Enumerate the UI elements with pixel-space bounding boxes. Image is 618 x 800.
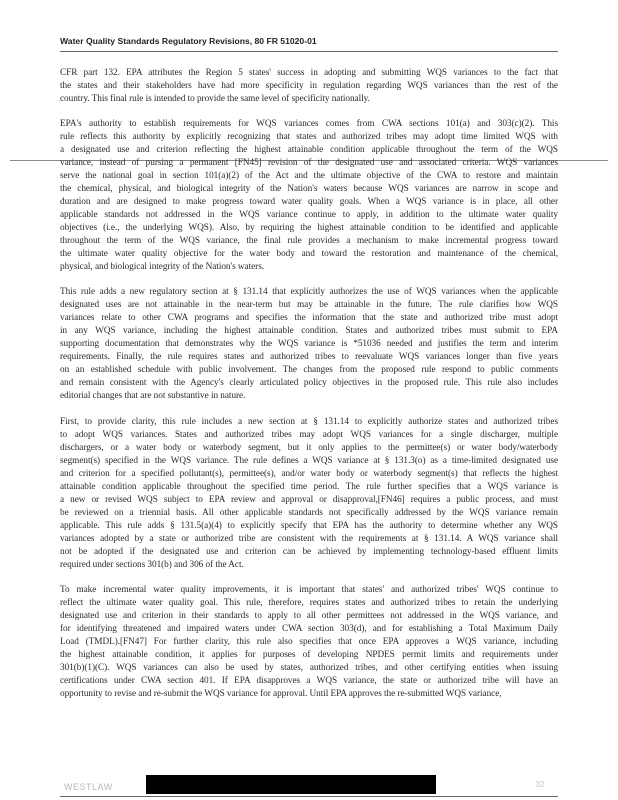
text-line: a new or revised WQS subject to EPA review and approval or disapproval,[FN46] requires a public process, and must xyxy=(60,494,558,505)
text-line: opportunity to revise and re-submit the WQS variance for approval. Until EPA approves the re-submitted WQS variance, xyxy=(60,688,502,699)
paragraph-3 xyxy=(60,286,558,403)
text-line: segment(s) specified in the WQS variance. The rule defines a WQS variance at § 131.3(o) as a time-limited designated use xyxy=(60,455,558,466)
text-line: supporting documentation that demonstrates why the WQS variance is *51036 needed and justifies the term and interim xyxy=(60,339,558,350)
text-line: a designated use and criterion reflecting the highest attainable condition applicable throughout the term of the WQS xyxy=(60,145,558,156)
text-line: applicable. This rule adds § 131.5(a)(4) to explicitly specify that EPA has the authority to determine whether any WQS xyxy=(60,520,558,531)
text-line: This rule adds a new regulatory section at § 131.14 that explicitly authorizes the use of WQS variances when the applicable xyxy=(60,287,558,298)
text-line: duration and are designed to make progress toward water quality goals. When a WQS variance is in place, all other xyxy=(60,197,558,208)
text-line: CFR part 132. EPA attributes the Region 5 states' success in adopting and submitting WQS variances to the fact that xyxy=(60,68,558,78)
text-line: in any WQS variance, including the highest attainable condition. States and authorized tribes must submit to EPA xyxy=(60,326,558,337)
text-line: and remain consistent with the Agency's clearly articulated policy objectives in the proposed rule. This rule also includes xyxy=(60,378,558,389)
text-line: and criterion for a specified pollutant(s), permittee(s), and/or water body or waterbody segment(s) that reflects the highest xyxy=(60,468,558,479)
paragraph-2 xyxy=(60,118,558,274)
redaction-bar xyxy=(146,775,436,794)
page-number: 32 xyxy=(535,780,545,789)
text-line: variance, instead of pursing a permanent [FN45] revision of the designated use and associated criteria. WQS variances xyxy=(60,158,558,169)
paragraph-4 xyxy=(60,416,558,572)
text-line: dischargers, or a water body or waterbody segment, but it only applies to the permittee(s) or water body/waterbody xyxy=(60,442,558,453)
paragraph-5 xyxy=(60,584,558,701)
text-line: to adopt WQS variances. States and authorized tribes may adopt WQS variances for a single discharger, multiple xyxy=(60,429,558,440)
text-line: the chemical, physical, and biological integrity of the Nation's waters because WQS variances are narrow in scope and xyxy=(60,184,558,195)
text-line: on an established schedule with public involvement. The changes from the proposed rule respond to public comments xyxy=(60,365,558,376)
text-line: serve the national goal in section 101(a)(2) of the Act and the ultimate objective of the CWA to restore and maintain xyxy=(60,171,558,182)
text-line: EPA's authority to establish requirements for WQS variances comes from CWA sections 101(a) and 303(c)(2). This xyxy=(60,119,558,130)
text-line: reflect the ultimate water quality goal. This rule, therefore, requires states and authorized tribes to retain the underlying xyxy=(60,597,558,608)
text-line: required under sections 301(b) and 306 of the Act. xyxy=(60,559,244,570)
text-line: throughout the term of the WQS variance, the final rule provides a mechanism to make incremental progress toward xyxy=(60,236,558,247)
header-rule xyxy=(60,51,558,52)
text-line: objectives (i.e., the underlying WQS). Also, by requiring the highest attainable condition to be identified and applicable xyxy=(60,223,558,234)
text-line: for identifying threatened and impaired waters under CWA section 303(d), and for establishing a Total Maximum Daily xyxy=(60,623,558,634)
text-line: designated use and criterion in their standards to apply to all other permittees not addressed in the WQS variance, and xyxy=(60,610,558,621)
text-line: editorial changes that are not substantive in nature. xyxy=(60,391,246,402)
text-line: requirements. Finally, the rule requires states and authorized tribes to reevaluate WQS variances longer than five years xyxy=(60,352,558,363)
text-line: applicable standards not addressed in the WQS variance continue to apply, in addition to the ultimate water quality xyxy=(60,210,558,221)
text-line: the ultimate water quality objective for the water body and toward the restoration and maintenance of the chemical, xyxy=(60,249,558,260)
text-line: rule reflects this authority by explicitly recognizing that states and authorized tribes may adopt time limited WQS with xyxy=(60,132,558,143)
text-line: 301(b)(1)(C). WQS variances can also be used by states, authorized tribes, and other certifying entities when issuing xyxy=(60,662,558,673)
text-line: be reviewed on a triennial basis. All other applicable standards not specifically addressed by the WQS variance remain xyxy=(60,507,558,518)
text-line: the highest attainable condition, it applies for purposes of developing NPDES permit limits and requirements under xyxy=(60,649,558,660)
document-body xyxy=(60,67,558,713)
text-line: variances relate to other CWA programs and specifies the information that the state and authorized tribe must adopt xyxy=(60,313,558,324)
text-line: attainable condition applicable throughout the specified time period. The rule further specifies that a WQS variance is xyxy=(60,481,558,492)
footer-brand: WESTLAW xyxy=(64,782,113,792)
text-line: not be adopted if the designated use and criterion can be achieved by implementing technology-based effluent limits xyxy=(60,546,558,557)
text-line: the states and their stakeholders have had more specificity in regulation regarding WQS variances than the rest of the xyxy=(60,81,558,91)
text-line: country. This final rule is intended to provide the same level of specificity nationally. xyxy=(60,94,370,104)
text-line: First, to provide clarity, this rule includes a new section at § 131.14 to explicitly authorize states and authorized tribes xyxy=(60,416,558,427)
text-line: designated uses are not attainable in the near-term but may be attainable in the future. The rule clarifies how WQS xyxy=(60,300,558,311)
text-line: To make incremental water quality improvements, it is important that states' and authorized tribes' WQS continue to xyxy=(60,584,558,595)
text-line: Load (TMDL).[FN47] For further clarity, this rule also specifies that once EPA approves a WQS variance, including xyxy=(60,636,558,647)
text-line: variances adopted by a state or authorized tribe are consistent with the requirements at § 131.14. A WQS variance shall xyxy=(60,533,558,544)
running-header: Water Quality Standards Regulatory Revisions, 80 FR 51020-01 xyxy=(60,36,317,46)
footer-rule xyxy=(60,796,558,797)
text-line: certifications under CWA section 401. If EPA disapproves a WQS variance, the state or authorized tribe will have an xyxy=(60,675,558,686)
text-line: physical, and biological integrity of the Nation's waters. xyxy=(60,262,265,273)
paragraph-1 xyxy=(60,67,558,106)
